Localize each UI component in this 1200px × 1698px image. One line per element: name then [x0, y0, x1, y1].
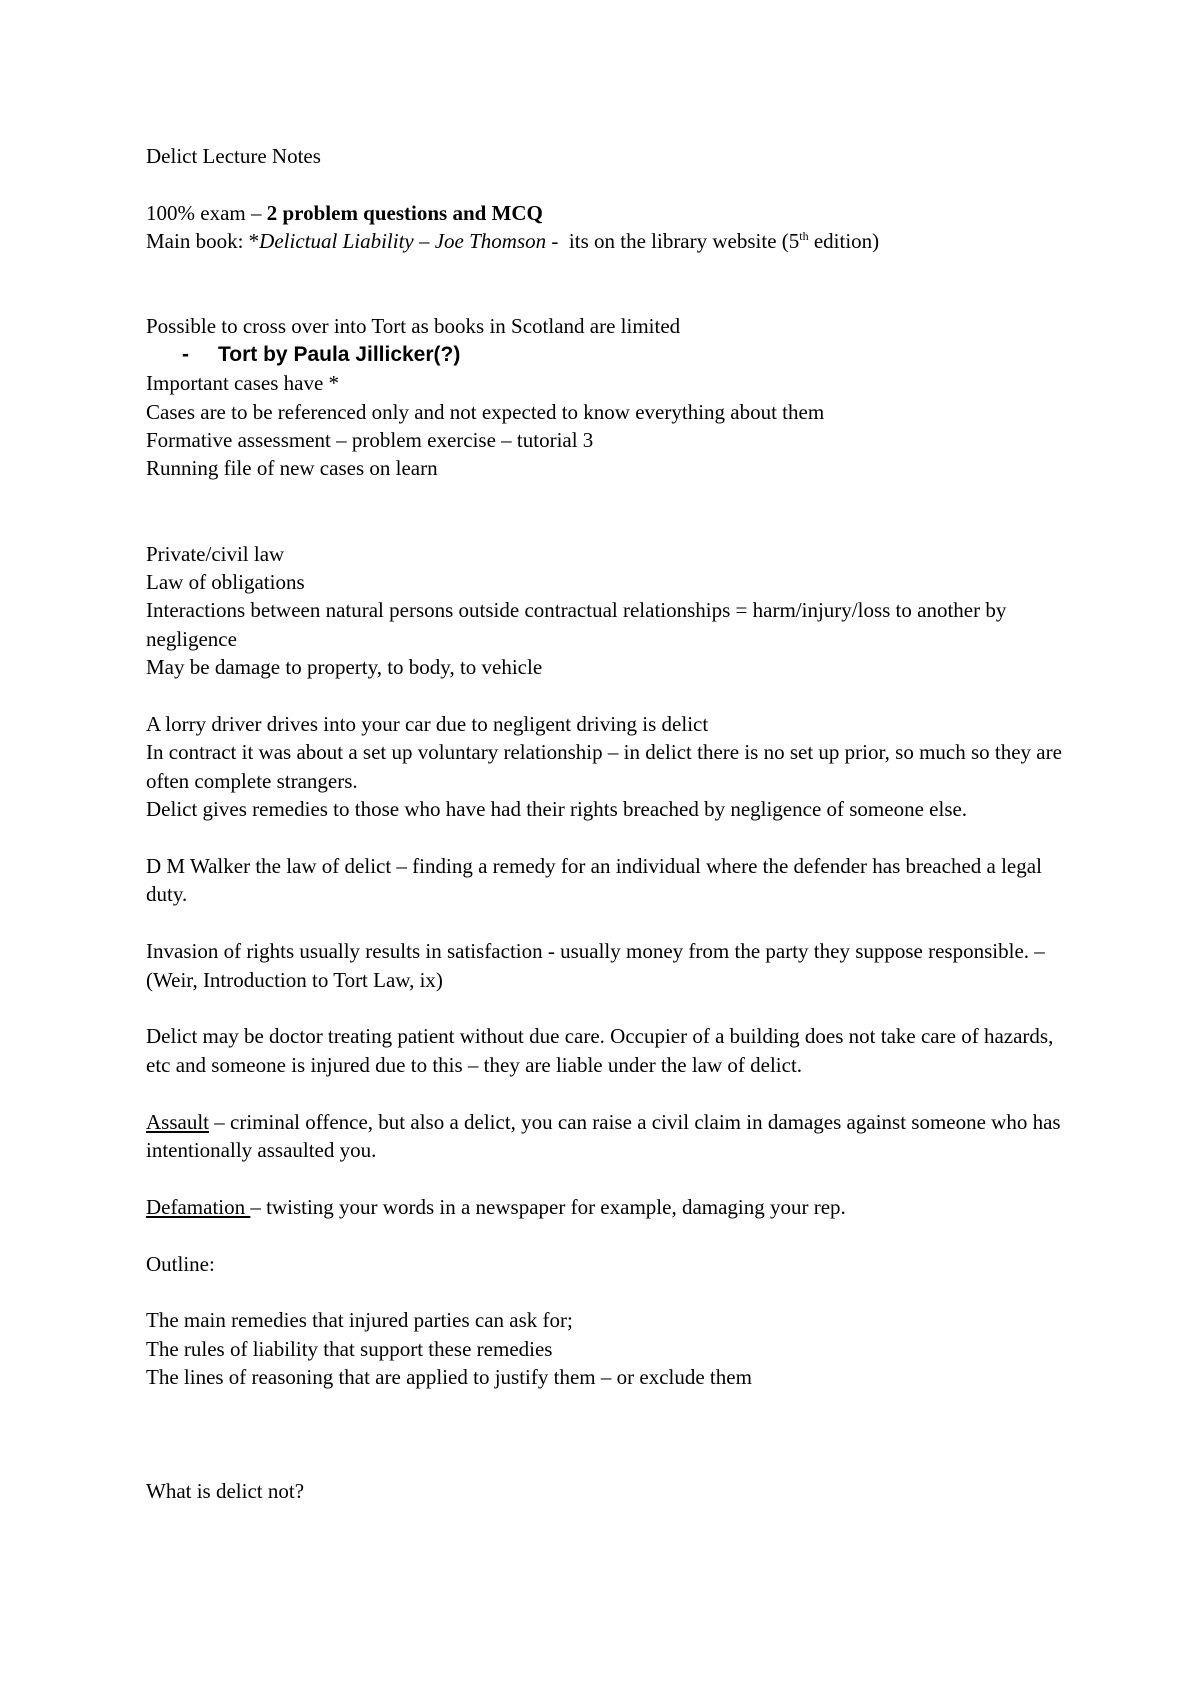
- invasion-paragraph: Invasion of rights usually results in satisfaction - usually money from the party they suppose responsible. – (Weir, Introduction to Tort Law, ix): [146, 939, 1051, 992]
- main-book-mid: - its on the library website (5: [546, 229, 800, 254]
- exam-prefix: 100% exam –: [146, 200, 267, 225]
- main-book-sup: th: [799, 229, 809, 244]
- bullet-item: [146, 341, 1076, 369]
- defamation-paragraph: [146, 1193, 1076, 1221]
- contract-comparison: In contract it was about a set up voluntary relationship – in delict there is no set up prior, so much so they are often complete strangers.: [146, 740, 1068, 793]
- defamation-text: – twisting your words in a newspaper for example, damaging your rep.: [250, 1194, 846, 1219]
- walker-paragraph: D M Walker the law of delict – finding a remedy for an individual where the defender has breached a legal duty.: [146, 854, 1048, 907]
- tort-crossover: Possible to cross over into Tort as books in Scotland are limited: [146, 314, 681, 339]
- delict-remedies: Delict gives remedies to those who have had their rights breached by negligence of someone else.: [146, 797, 968, 822]
- bullet-text: Tort by Paula Jillicker(?): [218, 342, 461, 366]
- outline-item: The lines of reasoning that are applied to justify them – or exclude them: [146, 1365, 752, 1390]
- document-title: Delict Lecture Notes: [146, 144, 321, 168]
- exam-format: 2 problem questions and MCQ: [266, 200, 543, 225]
- main-book-title: Delictual Liability – Joe Thomson: [259, 229, 547, 254]
- outline-item: The main remedies that injured parties can ask for;: [146, 1308, 573, 1333]
- law-of-obligations: Law of obligations: [146, 570, 305, 595]
- outline-item: The rules of liability that support these remedies: [146, 1336, 553, 1361]
- cases-referenced: Cases are to be referenced only and not expected to know everything about them: [146, 399, 825, 424]
- assault-text: – criminal offence, but also a delict, you can raise a civil claim in damages against someone who has intentionally assaulted you.: [146, 1109, 1066, 1163]
- defamation-term: Defamation: [146, 1194, 251, 1219]
- outline-heading: Outline:: [146, 1251, 215, 1276]
- important-cases: Important cases have *: [146, 371, 340, 396]
- exam-line: [146, 199, 1076, 227]
- what-is-delict-not: What is delict not?: [146, 1478, 305, 1503]
- main-book-line: [146, 227, 1076, 255]
- formative-assessment: Formative assessment – problem exercise – tutorial 3: [146, 428, 594, 453]
- main-book-suffix: edition): [808, 229, 880, 254]
- document-body: [146, 142, 1076, 1505]
- private-civil-law: Private/civil law: [146, 541, 285, 566]
- running-file: Running file of new cases on learn: [146, 456, 438, 481]
- bullet-dash: -: [182, 342, 189, 366]
- main-book-prefix: Main book: *: [146, 229, 260, 254]
- assault-term: Assault: [146, 1109, 209, 1134]
- lorry-driver: A lorry driver drives into your car due to negligent driving is delict: [146, 712, 709, 737]
- damage-line: May be damage to property, to body, to vehicle: [146, 655, 543, 680]
- doctor-paragraph: Delict may be doctor treating patient without due care. Occupier of a building does not take care of hazards, etc and someone is injured due to this – they are liable under the law of delict.: [146, 1024, 1059, 1077]
- assault-paragraph: [146, 1108, 1076, 1165]
- interactions-line: Interactions between natural persons outside contractual relationships = harm/injury/loss to another by negligence: [146, 598, 1012, 651]
